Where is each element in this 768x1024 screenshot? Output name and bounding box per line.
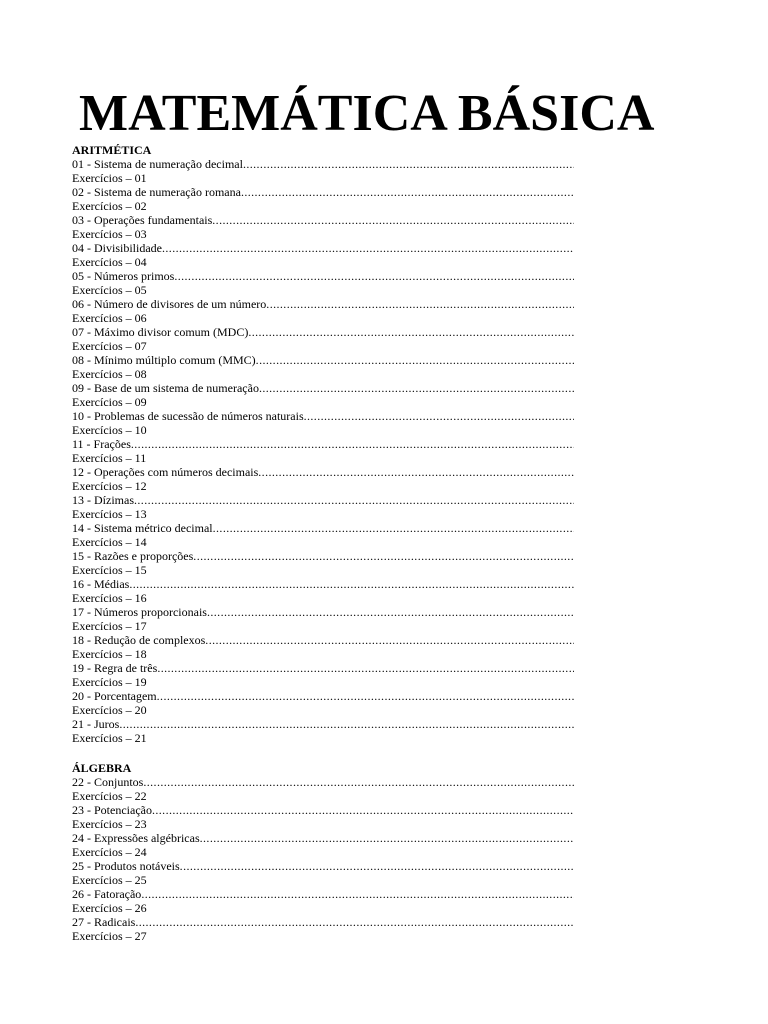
toc-exercise-entry: Exercícios – 22 bbox=[72, 789, 147, 803]
toc-entry-title: 22 - Conjuntos bbox=[72, 775, 144, 789]
dot-leader bbox=[129, 577, 574, 591]
dot-leader bbox=[134, 493, 574, 507]
toc-exercise-entry: Exercícios – 09 bbox=[72, 395, 147, 409]
dot-leader bbox=[135, 915, 574, 929]
toc-exercise-entry: Exercícios – 07 bbox=[72, 339, 147, 353]
toc-entry-title: 21 - Juros bbox=[72, 717, 120, 731]
toc-exercise-entry: Exercícios – 19 bbox=[72, 675, 147, 689]
toc-exercise-entry: Exercícios – 14 bbox=[72, 535, 147, 549]
dot-leader bbox=[152, 803, 574, 817]
toc-exercise-entry: Exercícios – 18 bbox=[72, 647, 147, 661]
toc-entry-title: 15 - Razões e proporções bbox=[72, 549, 194, 563]
toc-entry-title: 16 - Médias bbox=[72, 577, 130, 591]
toc-entry bbox=[72, 887, 574, 901]
toc-entry bbox=[72, 185, 574, 199]
dot-leader bbox=[213, 521, 574, 535]
toc-entry bbox=[72, 297, 574, 311]
section-heading: ÁLGEBRA bbox=[72, 761, 132, 775]
dot-leader bbox=[143, 775, 574, 789]
toc-exercise-entry: Exercícios – 11 bbox=[72, 451, 147, 465]
dot-leader bbox=[131, 437, 574, 451]
toc-entry bbox=[72, 409, 574, 423]
dot-leader bbox=[180, 859, 574, 873]
toc-entry bbox=[72, 577, 574, 591]
toc-entry bbox=[72, 521, 574, 535]
dot-leader bbox=[304, 409, 574, 423]
toc-entry-title: 01 - Sistema de numeração decimal bbox=[72, 157, 243, 171]
toc-exercise-entry: Exercícios – 12 bbox=[72, 479, 147, 493]
toc-exercise-entry: Exercícios – 26 bbox=[72, 901, 147, 915]
dot-leader bbox=[266, 297, 574, 311]
dot-leader bbox=[141, 887, 574, 901]
page-title: MATEMÁTICA BÁSICA bbox=[79, 85, 655, 142]
toc-entry bbox=[72, 915, 574, 929]
toc-entry bbox=[72, 831, 574, 845]
toc-entry bbox=[72, 803, 574, 817]
toc-exercise-entry: Exercícios – 03 bbox=[72, 227, 147, 241]
section-heading: ARITMÉTICA bbox=[72, 143, 152, 157]
toc-entry bbox=[72, 689, 574, 703]
toc-entry bbox=[72, 605, 574, 619]
toc-entry bbox=[72, 157, 574, 171]
toc-entry-title: 08 - Mínimo múltiplo comum (MMC) bbox=[72, 353, 256, 367]
toc-entry-title: 25 - Produtos notáveis bbox=[72, 859, 180, 873]
toc-entry bbox=[72, 437, 574, 451]
dot-leader bbox=[258, 465, 574, 479]
dot-leader bbox=[243, 157, 574, 171]
toc-entry-title: 19 - Regra de três bbox=[72, 661, 158, 675]
dot-leader bbox=[157, 689, 574, 703]
dot-leader bbox=[212, 213, 574, 227]
dot-leader bbox=[259, 381, 574, 395]
toc-entry bbox=[72, 353, 574, 367]
toc-exercise-entry: Exercícios – 24 bbox=[72, 845, 147, 859]
toc-entry-title: 09 - Base de um sistema de numeração bbox=[72, 381, 259, 395]
toc-entry-title: 18 - Redução de complexos bbox=[72, 633, 206, 647]
dot-leader bbox=[205, 633, 574, 647]
toc-exercise-entry: Exercícios – 25 bbox=[72, 873, 147, 887]
toc-entry-title: 10 - Problemas de sucessão de números naturais bbox=[72, 409, 304, 423]
toc-entry bbox=[72, 859, 574, 873]
toc-section-algebra bbox=[72, 761, 574, 943]
toc-entry bbox=[72, 465, 574, 479]
toc-entry bbox=[72, 775, 574, 789]
toc-exercise-entry: Exercícios – 15 bbox=[72, 563, 147, 577]
toc-entry-title: 11 - Frações bbox=[72, 437, 131, 451]
dot-leader bbox=[157, 661, 574, 675]
toc-section-aritmetica bbox=[72, 143, 574, 745]
toc-entry bbox=[72, 381, 574, 395]
toc-exercise-entry: Exercícios – 20 bbox=[72, 703, 147, 717]
toc-entry-title: 27 - Radicais bbox=[72, 915, 136, 929]
dot-leader bbox=[162, 241, 574, 255]
toc-exercise-entry: Exercícios – 06 bbox=[72, 311, 147, 325]
toc-exercise-entry: Exercícios – 23 bbox=[72, 817, 147, 831]
toc-entry-title: 20 - Porcentagem bbox=[72, 689, 157, 703]
toc-entry-title: 03 - Operações fundamentais bbox=[72, 213, 213, 227]
toc-entry-title: 05 - Números primos bbox=[72, 269, 175, 283]
dot-leader bbox=[248, 325, 574, 339]
toc-entry-title: 26 - Fatoração bbox=[72, 887, 142, 901]
dot-leader bbox=[119, 717, 574, 731]
toc-exercise-entry: Exercícios – 08 bbox=[72, 367, 147, 381]
toc-entry bbox=[72, 549, 574, 563]
toc-entry bbox=[72, 493, 574, 507]
toc-entry-title: 04 - Divisibilidade bbox=[72, 241, 162, 255]
toc-entry bbox=[72, 717, 574, 731]
toc-entry-title: 14 - Sistema métrico decimal bbox=[72, 521, 213, 535]
dot-leader bbox=[200, 831, 574, 845]
toc-exercise-entry: Exercícios – 17 bbox=[72, 619, 147, 633]
toc-entry bbox=[72, 661, 574, 675]
toc-exercise-entry: Exercícios – 05 bbox=[72, 283, 147, 297]
toc-entry bbox=[72, 269, 574, 283]
dot-leader bbox=[174, 269, 574, 283]
toc-entry-title: 24 - Expressões algébricas bbox=[72, 831, 200, 845]
dot-leader bbox=[207, 605, 574, 619]
toc-entry bbox=[72, 633, 574, 647]
toc-entry-title: 06 - Número de divisores de um número bbox=[72, 297, 267, 311]
toc-entry-title: 23 - Potenciação bbox=[72, 803, 152, 817]
toc-exercise-entry: Exercícios – 27 bbox=[72, 929, 147, 943]
toc-exercise-entry: Exercícios – 21 bbox=[72, 731, 147, 745]
toc-exercise-entry: Exercícios – 02 bbox=[72, 199, 147, 213]
dot-leader bbox=[241, 185, 574, 199]
toc-entry bbox=[72, 241, 574, 255]
toc-entry-title: 13 - Dízimas bbox=[72, 493, 134, 507]
toc-entry-title: 17 - Números proporcionais bbox=[72, 605, 207, 619]
toc-exercise-entry: Exercícios – 01 bbox=[72, 171, 147, 185]
toc-entry bbox=[72, 325, 574, 339]
dot-leader bbox=[256, 353, 574, 367]
toc-exercise-entry: Exercícios – 16 bbox=[72, 591, 147, 605]
dot-leader bbox=[193, 549, 574, 563]
toc-entry-title: 07 - Máximo divisor comum (MDC) bbox=[72, 325, 249, 339]
toc-entry-title: 02 - Sistema de numeração romana bbox=[72, 185, 241, 199]
toc-exercise-entry: Exercícios – 04 bbox=[72, 255, 147, 269]
toc-exercise-entry: Exercícios – 10 bbox=[72, 423, 147, 437]
toc-entry bbox=[72, 213, 574, 227]
toc-exercise-entry: Exercícios – 13 bbox=[72, 507, 147, 521]
toc-entry-title: 12 - Operações com números decimais bbox=[72, 465, 259, 479]
